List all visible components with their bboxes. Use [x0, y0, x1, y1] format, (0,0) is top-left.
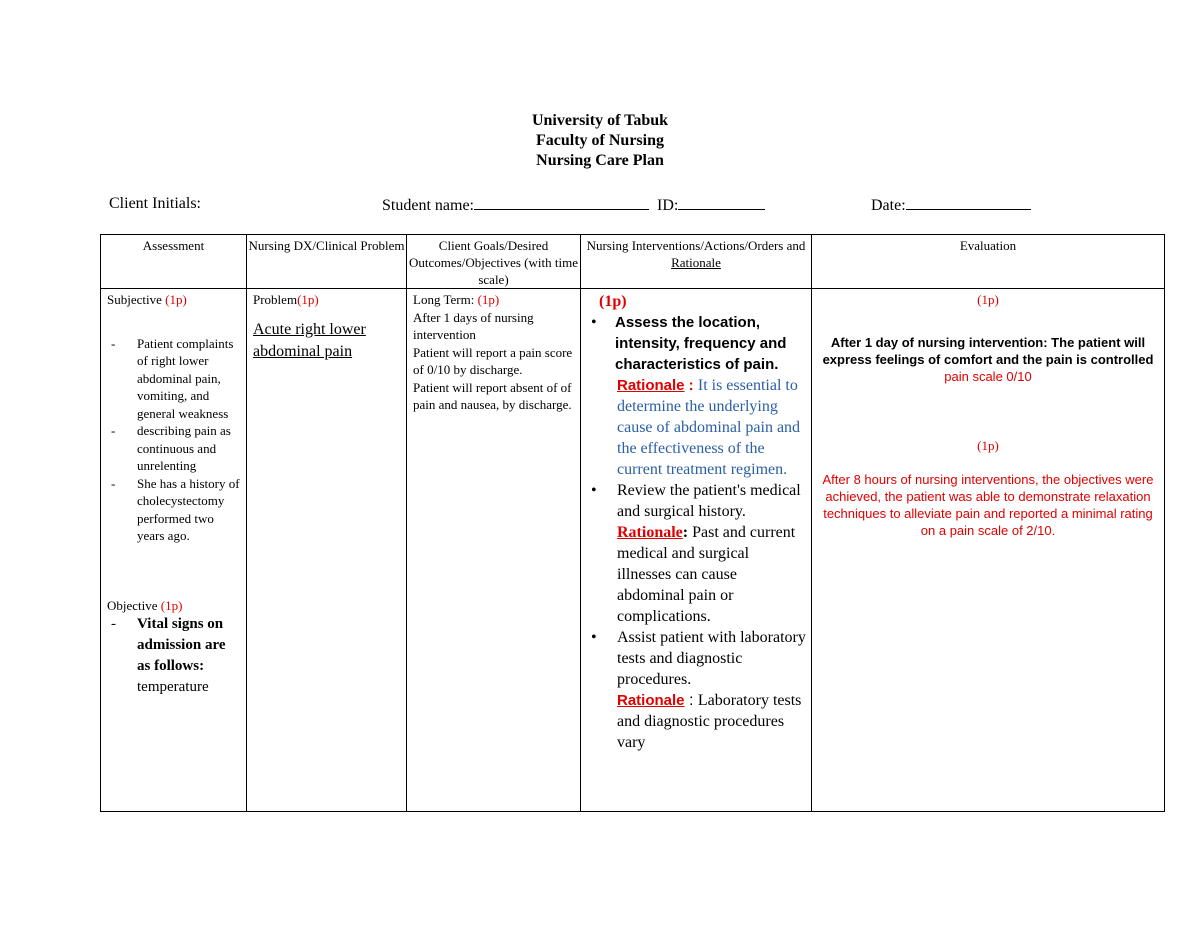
objective-heading: [107, 597, 242, 615]
evaluation-text-1: After 1 day of nursing intervention: The patient will express feelings of comfort and the pain is controlled: [822, 335, 1154, 367]
evaluation-points-2: (1p): [977, 438, 999, 453]
rationale-block: Rationale : Laboratory tests and diagnostic procedures vary: [617, 692, 802, 751]
list-item: - Patient complaints of right lower abdominal pain, vomiting, and general weakness: [107, 335, 242, 423]
goal-pain-score: Patient will report a pain score of 0/10 by discharge.: [413, 344, 573, 377]
document-title: Nursing Care Plan: [536, 152, 664, 169]
bullet-icon: •: [591, 629, 597, 646]
table-header-row: [101, 235, 1165, 289]
bullet-icon: •: [591, 314, 597, 331]
date-blank: [906, 195, 1031, 210]
problem-points: (1p): [297, 292, 319, 307]
problem-label: Problem: [253, 292, 298, 307]
intervention-review-history: Review the patient's medical and surgical history.: [617, 482, 801, 520]
goal-timeframe: After 1 days of nursing intervention: [413, 309, 534, 342]
university-name: University of Tabuk: [531, 112, 669, 129]
header-interventions-text: Nursing Interventions/Actions/Orders and: [586, 238, 806, 253]
intervention-assess-pain: Assess the location, intensity, frequency and characteristics of pain.: [615, 314, 787, 373]
rationale-text: It is essential to determine the underlying cause of abdominal pain and the effectiveness of the current treatment regimen.: [617, 377, 801, 478]
header-client-goals: Client Goals/Desired Outcomes/Objectives (with time scale): [407, 235, 581, 289]
rationale-text: Laboratory tests and diagnostic procedures vary: [617, 692, 802, 751]
header-evaluation: Evaluation: [812, 235, 1165, 289]
objective-list: [107, 614, 242, 698]
list-item: - describing pain as continuous and unrelenting: [107, 422, 242, 475]
id-blank: [678, 195, 765, 210]
header-assessment: Assessment: [101, 235, 247, 289]
client-goals-cell: [407, 289, 581, 812]
id-field: [657, 195, 765, 215]
subjective-heading: [107, 291, 242, 309]
student-name-field: [382, 195, 649, 215]
faculty-name: Faculty of Nursing: [536, 132, 664, 149]
list-item: - She has a history of cholecystectomy performed two years ago.: [107, 475, 242, 545]
id-label: ID:: [657, 197, 679, 214]
long-term-points: (1p): [477, 292, 500, 307]
subjective-label: Subjective: [107, 292, 166, 307]
table-body-row: [101, 289, 1165, 812]
assessment-cell: [101, 289, 247, 812]
interventions-points: (1p): [599, 293, 627, 310]
student-name-blank: [474, 195, 649, 210]
bullet-icon: •: [591, 482, 597, 499]
header-nursing-dx: Nursing DX/Clinical Problem: [247, 235, 407, 289]
nursing-dx-cell: [247, 289, 407, 812]
header-interventions: [581, 235, 812, 289]
problem-statement: Acute right lower abdominal pain: [253, 320, 366, 360]
objective-points: (1p): [160, 597, 183, 613]
intervention-item: [587, 627, 807, 753]
evaluation-points-1: (1p): [977, 292, 999, 307]
goal-absent-pain: Patient will report absent of of pain and nausea, by discharge.: [413, 379, 572, 412]
evaluation-pain-scale: pain scale 0/10: [944, 369, 1032, 384]
rationale-block: Rationale : It is essential to determine the underlying cause of abdominal pain and the effectiveness of the current treatment regimen.: [617, 377, 801, 478]
rationale-block: Rationale: Past and current medical and surgical illnesses can cause abdominal pain or complications.: [617, 524, 796, 625]
date-field: [871, 195, 1031, 215]
intervention-item: [587, 480, 807, 627]
evaluation-statement-2: After 8 hours of nursing interventions, the objectives were achieved, the patient was able to demonstrate relaxation techniques to alleviate pain and reported a minimal rating on a pain scale of 2/10.: [822, 472, 1154, 538]
rationale-label: Rationale: [617, 524, 683, 541]
client-initials-label: Client Initials:: [109, 195, 201, 212]
list-item: [107, 614, 242, 698]
date-label: Date:: [871, 197, 906, 214]
objective-label: Objective: [107, 597, 161, 613]
care-plan-table: [100, 234, 1165, 812]
long-term-label: Long Term:: [413, 292, 478, 307]
vital-signs-text: Vital signs on admission are as follows:: [137, 616, 226, 674]
long-term-heading: [413, 291, 576, 309]
subjective-list: [107, 335, 242, 545]
rationale-label: Rationale: [617, 377, 685, 394]
subjective-points: (1p): [165, 292, 187, 307]
rationale-text: Past and current medical and surgical illnesses can cause abdominal pain or complications.: [617, 524, 796, 625]
intervention-lab-tests: Assist patient with laboratory tests and diagnostic procedures.: [617, 629, 806, 688]
header-rationale-text: Rationale: [671, 255, 721, 270]
problem-heading: [253, 291, 402, 309]
student-name-label: Student name:: [382, 197, 474, 214]
interventions-cell: [581, 289, 812, 812]
evaluation-cell: [812, 289, 1165, 812]
rationale-label: Rationale: [617, 692, 685, 709]
intervention-item: [587, 312, 807, 480]
evaluation-statement-1: [820, 334, 1156, 385]
temperature-text: temperature: [137, 679, 209, 695]
